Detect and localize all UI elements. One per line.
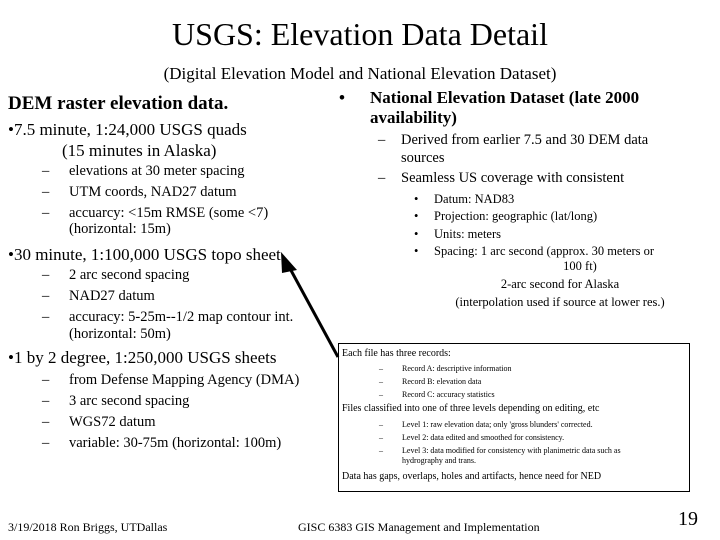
bullet-dot-icon: • xyxy=(8,348,14,367)
sub-item: – 3 arc second spacing xyxy=(42,393,190,409)
footer-course: GISC 6383 GIS Management and Implementation xyxy=(298,520,540,534)
ned-interpolation: (interpolation used if source at lower res.) xyxy=(455,295,665,309)
sub-item: – from Defense Mapping Agency (DMA) xyxy=(42,372,300,388)
page-number: 19 xyxy=(678,508,698,530)
bullet-dot-icon: • xyxy=(339,88,345,107)
sub-item-cont: (horizontal: 50m) xyxy=(69,326,171,342)
slide-title: USGS: Elevation Data Detail xyxy=(172,16,548,52)
ned-heading: • National Elevation Dataset (late 2000 availability) xyxy=(339,88,640,127)
bullet-dot-icon: • xyxy=(8,120,14,139)
ned-sub-item: – Seamless US coverage with consistent xyxy=(378,170,625,186)
sub-item: – UTM coords, NAD27 datum xyxy=(42,184,237,200)
records-heading: Each file has three records: xyxy=(342,348,451,359)
bullet-7-5-minute: •7.5 minute, 1:24,000 USGS quads xyxy=(8,120,247,139)
record-item: – Record A: descriptive information xyxy=(379,364,512,373)
ned-detail: • Datum: NAD83 xyxy=(414,192,515,206)
gaps-note: Data has gaps, overlaps, holes and artifacts, hence need for NED xyxy=(342,471,602,482)
level-item: – Level 3: data modified for consistency with planimetric data such as xyxy=(379,446,621,455)
slide-subtitle: (Digital Elevation Model and National Elevation Dataset) xyxy=(163,64,557,83)
ned-detail: • Spacing: 1 arc second (approx. 30 meters or xyxy=(414,244,655,258)
level-item: – Level 1: raw elevation data; only 'gross blunders' corrected. xyxy=(379,420,593,429)
sub-item: – accuarcy: <15m RMSE (some <7) xyxy=(42,205,269,221)
left-heading: DEM raster elevation data. xyxy=(8,93,229,114)
sub-item: – WGS72 datum xyxy=(42,414,156,430)
bullet-dot-icon: • xyxy=(8,245,14,264)
levels-heading: Files classified into one of three levels depending on editing, etc xyxy=(342,403,600,414)
records-box xyxy=(338,343,690,492)
sub-item: – elevations at 30 meter spacing xyxy=(42,163,245,179)
ned-detail-cont: 100 ft) xyxy=(563,259,597,273)
sub-item: – variable: 30-75m (horizontal: 100m) xyxy=(42,435,282,451)
level-item-cont: hydrography and trans. xyxy=(402,456,476,465)
ned-alaska: 2-arc second for Alaska xyxy=(500,277,620,291)
bullet-1-by-2-degree: •1 by 2 degree, 1:250,000 USGS sheets xyxy=(8,348,277,367)
ned-detail: • Projection: geographic (lat/long) xyxy=(414,209,598,223)
record-item: – Record C: accuracy statistics xyxy=(379,390,495,399)
level-item: – Level 2: data edited and smoothed for consistency. xyxy=(379,433,565,442)
bullet-30-minute: •30 minute, 1:100,000 USGS topo sheet xyxy=(8,245,281,264)
ned-sub-item: – Derived from earlier 7.5 and 30 DEM data xyxy=(378,132,649,148)
ned-detail: • Units: meters xyxy=(414,227,502,241)
sub-item: – 2 arc second spacing xyxy=(42,267,190,283)
sub-item: – NAD27 datum xyxy=(42,288,155,304)
ned-sub-item-cont: sources xyxy=(401,150,445,166)
footer-date: 3/19/2018 Ron Briggs, UTDallas xyxy=(8,520,168,534)
bullet-7-5-minute-cont: (15 minutes in Alaska) xyxy=(62,141,217,160)
sub-item-cont: (horizontal: 15m) xyxy=(69,221,171,237)
sub-item: – accuracy: 5-25m--1/2 map contour int. xyxy=(42,309,294,325)
record-item: – Record B: elevation data xyxy=(379,377,482,386)
